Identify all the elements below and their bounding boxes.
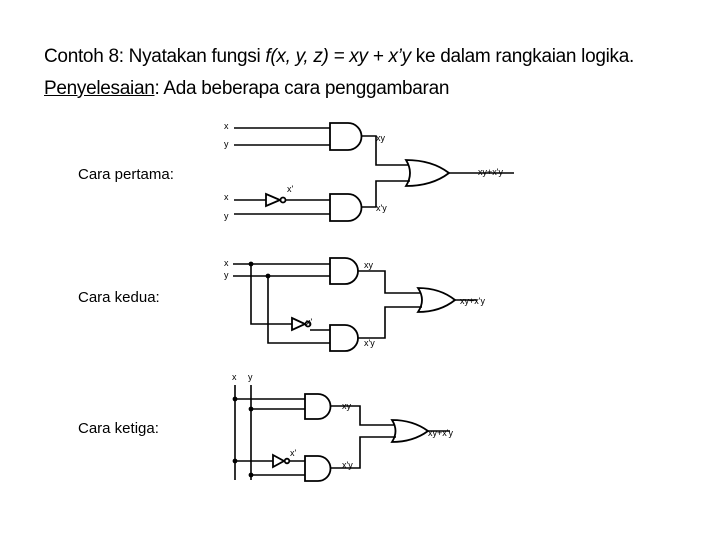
and-gate-bottom: [330, 325, 358, 351]
or-gate: [418, 288, 455, 312]
solution-text: : Ada beberapa cara penggambaran: [154, 78, 450, 99]
not-output-label: x': [287, 184, 294, 194]
input-x-label: x: [224, 258, 229, 268]
input-y-label: y: [224, 211, 229, 221]
or-gate: [406, 160, 449, 186]
and-top-input-wires: [235, 399, 305, 409]
circuit-first: [224, 121, 514, 221]
and-bot-output-label: x'y: [376, 203, 387, 213]
or-gate: [392, 420, 428, 442]
and-top-output-label: xy: [376, 133, 385, 143]
not-bubble: [281, 198, 286, 203]
circuit-third: [232, 372, 453, 481]
input-y-label: y: [248, 372, 253, 382]
and-top-output-wire: [358, 271, 422, 293]
and-gate-top: [305, 394, 330, 419]
not-output-label: x': [290, 448, 297, 458]
and-top-input-wires: [233, 264, 330, 276]
and-top-input-wires: [234, 128, 330, 145]
input-x-label: x: [224, 192, 229, 202]
input-y-label: y: [224, 139, 229, 149]
not-bubble: [285, 459, 290, 464]
branch-wire-y: [268, 276, 330, 343]
input-x-label: x: [232, 372, 237, 382]
method-third-label: Cara ketiga:: [78, 420, 159, 437]
heading-text: : Nyatakan fungsi: [118, 46, 266, 67]
and-top-output-wire: [362, 136, 410, 165]
solution-label: Penyelesaian: [44, 78, 155, 99]
and-top-output-label: xy: [364, 260, 373, 270]
branch-wire-x: [251, 264, 292, 324]
and-gate-top: [330, 123, 362, 150]
function-expression: f(x, y, z) = xy + x’y: [265, 46, 411, 67]
heading-tail: ke dalam rangkaian logika.: [410, 46, 634, 67]
not-gate: [292, 318, 305, 330]
and-top-output-label: xy: [342, 401, 351, 411]
input-x-label: x: [224, 121, 229, 131]
and-gate-bottom: [330, 194, 362, 221]
circuit-second: [224, 258, 485, 351]
or-output-label: xy+x'y: [478, 167, 503, 177]
and-gate-top: [330, 258, 358, 284]
and-bot-output-wire: [358, 307, 422, 338]
input-y-label: y: [224, 270, 229, 280]
or-output-label: xy+x'y: [460, 296, 485, 306]
and-bot-output-wire: [330, 437, 396, 468]
example-label: Contoh 8: [44, 46, 119, 67]
not-output-label: x': [306, 317, 313, 327]
and-bot-input-wires: [235, 461, 305, 475]
method-second-label: Cara kedua:: [78, 289, 160, 306]
not-gate: [273, 455, 284, 467]
and-gate-bottom: [305, 456, 330, 481]
or-output-label: xy+x'y: [428, 428, 453, 438]
and-bot-output-label: x'y: [342, 460, 353, 470]
not-gate: [266, 194, 280, 206]
and-top-output-wire: [330, 406, 396, 425]
method-first-label: Cara pertama:: [78, 166, 174, 183]
and-bot-output-label: x'y: [364, 338, 375, 348]
